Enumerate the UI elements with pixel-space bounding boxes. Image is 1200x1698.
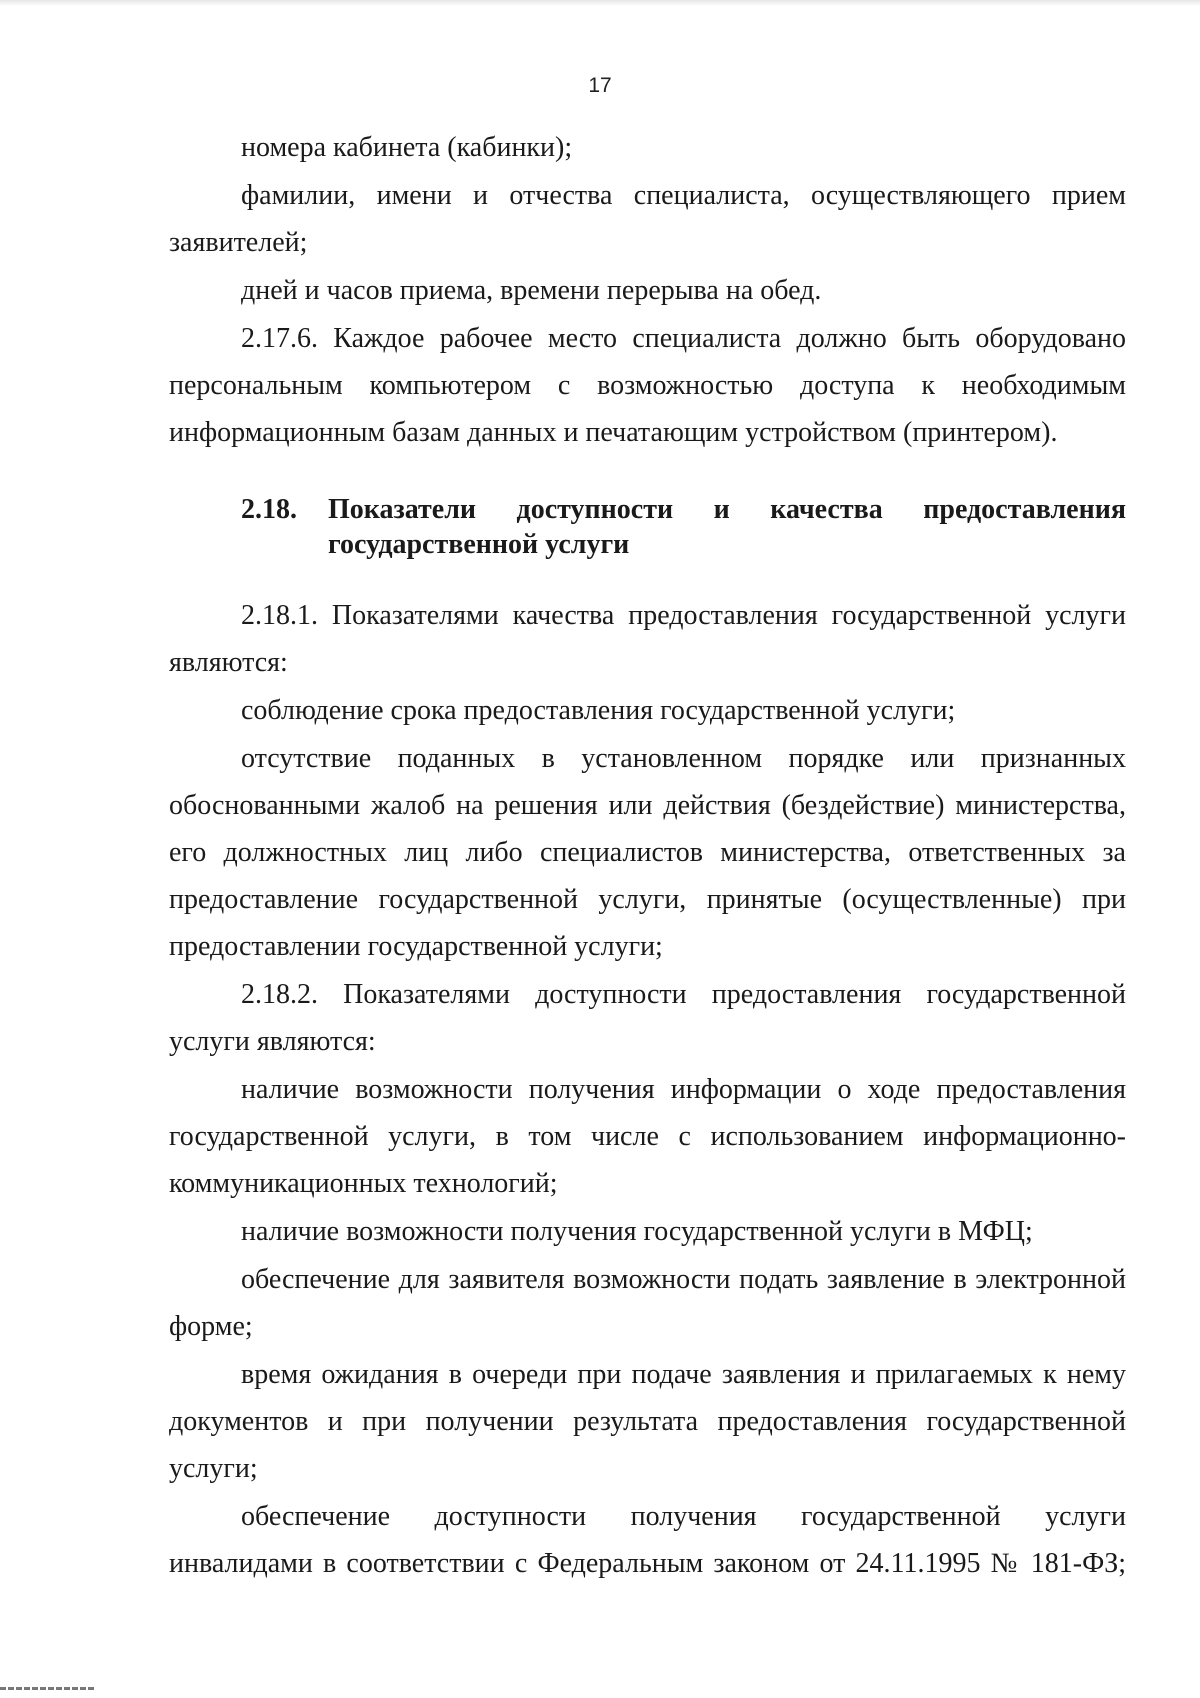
section-heading-2-18: [169, 492, 1126, 562]
paragraph-specialist-name: фамилии, имени и отчества специалиста, осуществляющего прием заявителей;: [169, 180, 1126, 258]
document-body: [169, 124, 1126, 1588]
paragraph-no-complaints: отсутствие поданных в установленном порядке или признанных обоснованными жалоб на решения или действия (бездействие) министерства, его должностных лиц либо специалистов министерства, ответственных за предоставление государственной услуги, принятые (осуществленные) при предоставлении государственной услуги;: [169, 743, 1126, 962]
paragraph-2-18-2: 2.18.2. Показателями доступности предоставления государственной услуги являются:: [169, 979, 1126, 1057]
scan-edge-top: [0, 0, 1200, 6]
scan-edge-bottom: [0, 1687, 95, 1690]
section-title-line-2: государственной услуги: [328, 529, 630, 560]
paragraph-electronic-application: обеспечение для заявителя возможности подать заявление в электронной форме;: [169, 1264, 1126, 1342]
paragraph-progress-info: наличие возможности получения информации о ходе предоставления государственной услуги, в том числе с использованием информационно-коммуникационных технологий;: [169, 1074, 1126, 1199]
paragraph-reception-hours: дней и часов приема, времени перерыва на обед.: [241, 275, 822, 306]
paragraph-2-17-6: 2.17.6. Каждое рабочее место специалиста должно быть оборудовано персональным компьютером с возможностью доступа к необходимым информационным базам данных и печатающим устройством (принтером).: [169, 323, 1126, 448]
paragraph-2-18-1: 2.18.1. Показателями качества предоставления государственной услуги являются:: [169, 600, 1126, 678]
paragraph-mfc-availability: наличие возможности получения государственной услуги в МФЦ;: [241, 1216, 1033, 1247]
paragraph-disability-access: обеспечение доступности получения государственной услуги инвалидами в соответствии с Федеральным законом от 24.11.1995 № 181-ФЗ;: [169, 1501, 1126, 1579]
paragraph-queue-time: время ожидания в очереди при подаче заявления и прилагаемых к нему документов и при получении результата предоставления государственной услуги;: [169, 1359, 1126, 1484]
paragraph-cabinet-number: номера кабинета (кабинки);: [241, 132, 573, 163]
paragraph-term-compliance: соблюдение срока предоставления государственной услуги;: [241, 695, 956, 726]
section-title-line-1: Показатели доступности и качества предоставления: [328, 494, 1126, 525]
section-number: 2.18.: [241, 494, 297, 525]
page-number: 17: [588, 74, 612, 97]
